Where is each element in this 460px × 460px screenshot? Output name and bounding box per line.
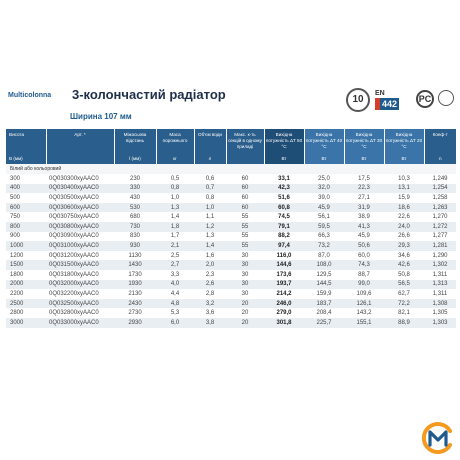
table-cell: 1,302 (424, 260, 456, 270)
quality-seal-ring (438, 90, 454, 106)
table-cell: 88,2 (264, 232, 304, 242)
table-cell: 0Q030300xyAAC0 (46, 174, 114, 184)
table-cell: 66,3 (304, 232, 344, 242)
table-cell: 60 (226, 184, 264, 194)
col-label: Коеф-т (432, 132, 448, 137)
col-header (194, 129, 226, 164)
table-cell: 1,8 (156, 222, 194, 232)
table-cell: 730 (114, 222, 156, 232)
table-cell: 2,7 (156, 260, 194, 270)
table-cell: 55 (226, 232, 264, 242)
col-label: Висота (9, 132, 25, 137)
table-cell: 22,6 (384, 212, 424, 222)
table-row (6, 212, 456, 222)
col-unit: Вт (281, 156, 287, 161)
table-cell: 0,5 (156, 174, 194, 184)
table-cell: 1,0 (156, 193, 194, 203)
en-standard-number: 442 (382, 99, 398, 109)
table-cell: 2730 (114, 308, 156, 318)
table-row (6, 232, 456, 242)
col-label: Об'єм води (198, 132, 222, 137)
table-cell: 301,8 (264, 318, 304, 328)
table-cell: 3,3 (156, 270, 194, 280)
table-cell: 2200 (6, 289, 46, 299)
col-header (114, 129, 156, 164)
col-label: Міжосьова відстань (123, 132, 147, 143)
col-header (264, 129, 304, 164)
table-cell: 1500 (6, 260, 46, 270)
table-cell: 55 (226, 212, 264, 222)
page-subtitle: Ширина 107 мм (70, 112, 132, 121)
table-cell: 0Q031800xyAAC0 (46, 270, 114, 280)
table-cell: 45,9 (304, 203, 344, 213)
table-cell: 0Q033000xyAAC0 (46, 318, 114, 328)
pc-certification-badge: PC (416, 90, 434, 108)
table-cell: 0Q030800xyAAC0 (46, 222, 114, 232)
table-cell: 2,3 (194, 270, 226, 280)
table-cell: 20 (226, 318, 264, 328)
table-cell: 0Q030500xyAAC0 (46, 193, 114, 203)
table-cell: 59,5 (304, 222, 344, 232)
table-cell: 680 (114, 212, 156, 222)
table-cell: 1,254 (424, 184, 456, 194)
table-cell: 214,2 (264, 289, 304, 299)
table-cell: 0Q031500xyAAC0 (46, 260, 114, 270)
table-cell: 41,3 (344, 222, 384, 232)
table-cell: 33,1 (264, 174, 304, 184)
table-cell: 0Q032500xyAAC0 (46, 299, 114, 309)
table-row (6, 203, 456, 213)
table-cell: 55 (226, 222, 264, 232)
col-label: Макс. к-ть секцій в одному приладі (228, 132, 262, 149)
col-unit: Вт (401, 156, 407, 161)
table-cell: 1130 (114, 251, 156, 261)
table-cell: 0,6 (194, 174, 226, 184)
logo-m-icon (430, 432, 446, 445)
table-cell: 225,7 (304, 318, 344, 328)
table-cell: 300 (6, 174, 46, 184)
brand-name: Multicolonna (8, 92, 52, 99)
table-row (6, 184, 456, 194)
col-label: Вихідна потужність ΔT 40 °C (305, 132, 343, 149)
table-cell: 56,1 (304, 212, 344, 222)
table-row (6, 308, 456, 318)
table-cell: 500 (6, 193, 46, 203)
table-row (6, 280, 456, 290)
table-cell: 34,6 (384, 251, 424, 261)
table-cell: 109,6 (344, 289, 384, 299)
table-cell: 2130 (114, 289, 156, 299)
table-row (6, 251, 456, 261)
table-cell: 0Q032800xyAAC0 (46, 308, 114, 318)
col-header (424, 129, 456, 164)
table-cell: 60 (226, 203, 264, 213)
warranty-years-badge: 10 (346, 88, 370, 112)
table-cell: 246,0 (264, 299, 304, 309)
en-standard-prefix: EN (375, 90, 385, 97)
table-cell: 56,5 (384, 280, 424, 290)
table-cell: 1,3 (156, 203, 194, 213)
table-cell: 13,1 (384, 184, 424, 194)
table-cell: 38,9 (344, 212, 384, 222)
table-cell: 2800 (6, 308, 46, 318)
table-cell: 31,9 (344, 203, 384, 213)
table-row (6, 174, 456, 184)
table-cell: 0Q030750xyAAC0 (46, 212, 114, 222)
table-cell: 1800 (6, 270, 46, 280)
table-cell: 0Q030600xyAAC0 (46, 203, 114, 213)
col-label: Вихідна потужність ΔT 50 °C (265, 132, 303, 149)
table-cell: 0Q032200xyAAC0 (46, 289, 114, 299)
table-cell: 30 (226, 280, 264, 290)
table-cell: 1,311 (424, 289, 456, 299)
table-cell: 1,305 (424, 308, 456, 318)
col-label: Маса порожнього (162, 132, 188, 143)
table-cell: 230 (114, 174, 156, 184)
table-cell: 2,8 (194, 289, 226, 299)
table-cell: 30 (226, 251, 264, 261)
col-unit: Вт (361, 156, 367, 161)
table-cell: 30 (226, 289, 264, 299)
table-cell: 73,2 (304, 241, 344, 251)
table-cell: 116,0 (264, 251, 304, 261)
table-row (6, 193, 456, 203)
col-unit: n (438, 156, 442, 161)
table-cell: 400 (6, 184, 46, 194)
col-label: Вихідна потужність ΔT 30 °C (345, 132, 383, 149)
table-cell: 0Q030900xyAAC0 (46, 232, 114, 242)
table-cell: 1,1 (194, 212, 226, 222)
table-cell: 0,8 (194, 193, 226, 203)
table-cell: 183,7 (304, 299, 344, 309)
quality-seal-icon (438, 90, 454, 106)
table-cell: 800 (6, 222, 46, 232)
table-cell: 0Q032000xyAAC0 (46, 280, 114, 290)
table-cell: 0Q030400xyAAC0 (46, 184, 114, 194)
table-cell: 20 (226, 299, 264, 309)
table-cell: 1,4 (194, 241, 226, 251)
table-cell: 600 (6, 203, 46, 213)
table-cell: 0,7 (194, 184, 226, 194)
table-cell: 79,1 (264, 222, 304, 232)
table-cell: 60 (226, 193, 264, 203)
table-cell: 4,8 (156, 299, 194, 309)
table-cell: 30 (226, 270, 264, 280)
table-cell: 1,3 (194, 232, 226, 242)
table-cell: 173,6 (264, 270, 304, 280)
col-unit: л (208, 156, 212, 161)
table-row (6, 241, 456, 251)
table-cell: 4,4 (156, 289, 194, 299)
table-cell: 30 (226, 260, 264, 270)
col-header (226, 129, 264, 164)
table-cell: 60,8 (264, 203, 304, 213)
table-cell: 530 (114, 203, 156, 213)
table-cell: 2,0 (194, 260, 226, 270)
col-header (6, 129, 46, 164)
table-cell: 72,2 (384, 299, 424, 309)
table-cell: 1,258 (424, 193, 456, 203)
table-cell: 1000 (6, 241, 46, 251)
table-cell: 74,3 (344, 260, 384, 270)
table-cell: 1,313 (424, 280, 456, 290)
table-cell: 1730 (114, 270, 156, 280)
table-cell: 60 (226, 174, 264, 184)
table-cell: 24,0 (384, 222, 424, 232)
table-row (6, 222, 456, 232)
table-cell: 74,5 (264, 212, 304, 222)
table-cell: 10,3 (384, 174, 424, 184)
col-unit: l (мм) (129, 156, 141, 161)
table-cell: 1,308 (424, 299, 456, 309)
table-cell: 3000 (6, 318, 46, 328)
table-cell: 22,3 (344, 184, 384, 194)
table-row (6, 289, 456, 299)
table-cell: 155,1 (344, 318, 384, 328)
table-cell: 208,4 (304, 308, 344, 318)
table-cell: 0Q031200xyAAC0 (46, 251, 114, 261)
table-cell: 2,5 (156, 251, 194, 261)
table-cell: 88,7 (344, 270, 384, 280)
table-cell: 900 (6, 232, 46, 242)
table-cell: 750 (6, 212, 46, 222)
table-cell: 1,6 (194, 251, 226, 261)
group-label: Білий або кольоровий (6, 164, 456, 174)
table-cell: 2,6 (194, 280, 226, 290)
col-label: Вихідна потужність ΔT 20 °C (385, 132, 423, 149)
table-cell: 3,8 (194, 318, 226, 328)
table-cell: 50,8 (384, 270, 424, 280)
table-cell: 830 (114, 232, 156, 242)
table-cell: 1430 (114, 260, 156, 270)
table-cell: 26,6 (384, 232, 424, 242)
table-cell: 60,0 (344, 251, 384, 261)
table-cell: 1,4 (156, 212, 194, 222)
company-logo (420, 420, 456, 456)
table-cell: 42,3 (264, 184, 304, 194)
table-cell: 330 (114, 184, 156, 194)
table-cell: 1,2 (194, 222, 226, 232)
col-header (304, 129, 344, 164)
table-row (6, 318, 456, 328)
table-cell: 2930 (114, 318, 156, 328)
table-cell: 18,6 (384, 203, 424, 213)
table-cell: 50,6 (344, 241, 384, 251)
table-cell: 279,0 (264, 308, 304, 318)
table-cell: 25,0 (304, 174, 344, 184)
table-row (6, 299, 456, 309)
table-cell: 144,5 (304, 280, 344, 290)
table-cell: 1200 (6, 251, 46, 261)
col-header (384, 129, 424, 164)
table-cell: 1,263 (424, 203, 456, 213)
col-label: Арт. * (74, 132, 86, 137)
table-cell: 15,9 (384, 193, 424, 203)
table-cell: 143,2 (344, 308, 384, 318)
table-cell: 87,0 (304, 251, 344, 261)
specification-table (6, 129, 456, 328)
table-cell: 3,2 (194, 299, 226, 309)
table-cell: 144,6 (264, 260, 304, 270)
col-header (46, 129, 114, 164)
table-cell: 129,5 (304, 270, 344, 280)
table-cell: 930 (114, 241, 156, 251)
table-cell: 45,9 (344, 232, 384, 242)
col-unit: кг (173, 156, 177, 161)
col-unit: В (мм) (9, 156, 23, 161)
table-cell: 1930 (114, 280, 156, 290)
table-cell: 1,0 (194, 203, 226, 213)
table-cell: 51,6 (264, 193, 304, 203)
table-cell: 1,249 (424, 174, 456, 184)
table-row (6, 270, 456, 280)
table-cell: 193,7 (264, 280, 304, 290)
table-cell: 29,3 (384, 241, 424, 251)
table-cell: 99,0 (344, 280, 384, 290)
table-cell: 430 (114, 193, 156, 203)
table-cell: 32,0 (304, 184, 344, 194)
table-cell: 1,277 (424, 232, 456, 242)
table-cell: 39,0 (304, 193, 344, 203)
table-cell: 1,270 (424, 212, 456, 222)
table-cell: 97,4 (264, 241, 304, 251)
table-cell: 6,0 (156, 318, 194, 328)
table-header-row (6, 129, 456, 164)
col-header (156, 129, 194, 164)
table-cell: 2000 (6, 280, 46, 290)
table-cell: 5,3 (156, 308, 194, 318)
table-cell: 1,311 (424, 270, 456, 280)
table-cell: 2500 (6, 299, 46, 309)
en-standard-badge (375, 90, 411, 114)
table-cell: 0Q031000xyAAC0 (46, 241, 114, 251)
table-cell: 159,9 (304, 289, 344, 299)
table-cell: 82,1 (384, 308, 424, 318)
table-cell: 3,6 (194, 308, 226, 318)
table-cell: 1,303 (424, 318, 456, 328)
table-cell: 4,0 (156, 280, 194, 290)
table-cell: 0,8 (156, 184, 194, 194)
table-cell: 55 (226, 241, 264, 251)
table-cell: 62,7 (384, 289, 424, 299)
table-cell: 17,5 (344, 174, 384, 184)
table-cell: 1,7 (156, 232, 194, 242)
table-cell: 27,1 (344, 193, 384, 203)
table-cell: 126,1 (344, 299, 384, 309)
certification-badges (346, 86, 456, 120)
table-cell: 108,0 (304, 260, 344, 270)
table-row (6, 260, 456, 270)
table-cell: 2,1 (156, 241, 194, 251)
table-cell: 2430 (114, 299, 156, 309)
col-header (344, 129, 384, 164)
table-cell: 20 (226, 308, 264, 318)
table-cell: 1,281 (424, 241, 456, 251)
table-cell: 42,6 (384, 260, 424, 270)
group-row (6, 164, 456, 174)
page-title: 3-колончастий радіатор (72, 87, 226, 102)
table-cell: 1,272 (424, 222, 456, 232)
table-cell: 1,290 (424, 251, 456, 261)
table-cell: 88,9 (384, 318, 424, 328)
col-unit: Вт (321, 156, 327, 161)
